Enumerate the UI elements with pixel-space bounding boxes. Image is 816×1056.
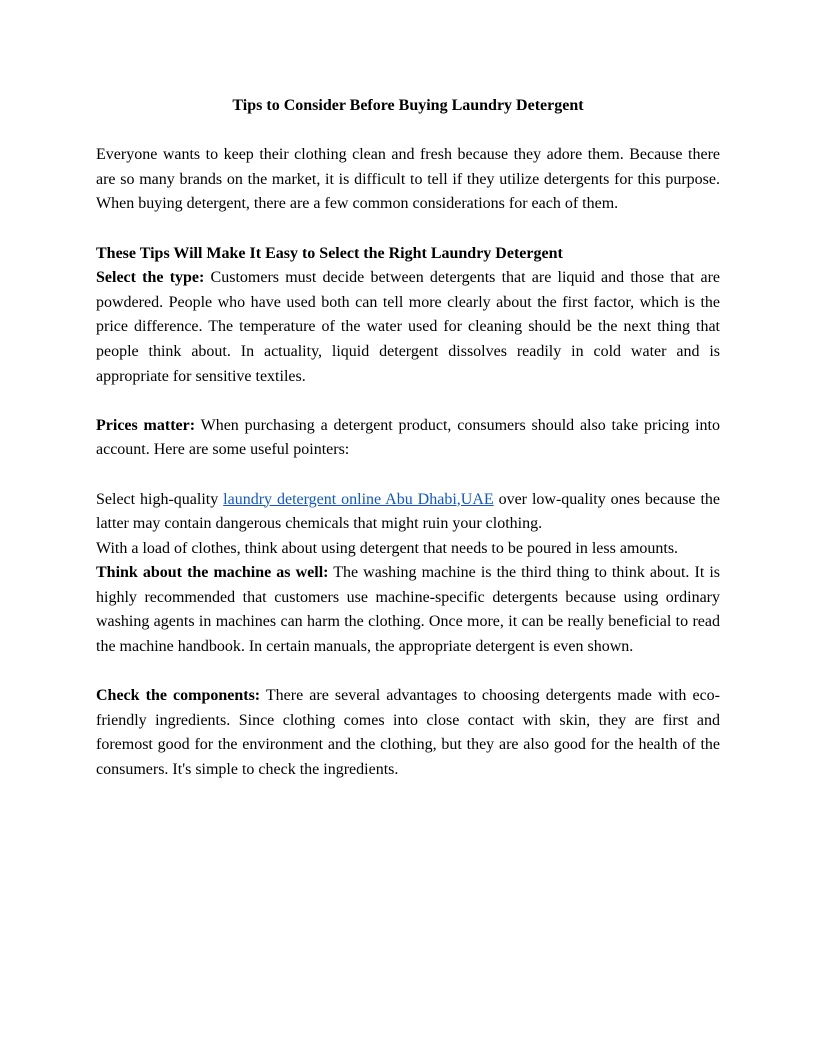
intro-paragraph: Everyone wants to keep their clothing clean and fresh because they adore them. Because there are so many brands on the market, it is difficult to tell if they utilize detergents for this purpose. When buying detergent, there are a few common considerations for each of them. bbox=[96, 146, 720, 213]
prices-label: Prices matter: bbox=[96, 416, 196, 434]
machine-paragraph bbox=[96, 561, 720, 659]
laundry-detergent-link[interactable]: laundry detergent online Abu Dhabi,UAE bbox=[223, 490, 494, 508]
select-type-label: Select the type: bbox=[96, 269, 205, 287]
select-type-paragraph bbox=[96, 266, 720, 389]
pointer-one-after: over low-quality ones because the latter may contain dangerous chemicals that might ruin your clothing. bbox=[96, 490, 721, 533]
spacer bbox=[96, 389, 720, 414]
spacer bbox=[96, 463, 720, 488]
components-text: There are several advantages to choosing detergents made with eco-friendly ingredients. Since clothing comes into close contact with skin, they are first and foremost good for the environment and the clothing, but they are also good for the health of the consumers. It's simple to check the ingredients. bbox=[96, 687, 720, 779]
page-title: Tips to Consider Before Buying Laundry Detergent bbox=[232, 97, 584, 114]
components-paragraph bbox=[96, 684, 720, 782]
pointer-one-paragraph bbox=[96, 488, 720, 537]
document-body bbox=[96, 94, 720, 783]
machine-label: Think about the machine as well: bbox=[96, 564, 329, 582]
pointer-one-before: Select high-quality bbox=[96, 490, 224, 508]
select-type-text: Customers must decide between detergents that are liquid and those that are powdered. People who have used both can tell more clearly about the first factor, which is the price difference. The temperature of the water used for cleaning should be the next thing that people think about. In actuality, liquid detergent dissolves readily in cold water and is appropriate for sensitive textiles. bbox=[96, 269, 720, 385]
components-label: Check the components: bbox=[96, 687, 261, 705]
pointer-two-paragraph: With a load of clothes, think about using detergent that needs to be poured in less amounts. bbox=[96, 539, 679, 557]
spacer bbox=[96, 119, 720, 144]
prices-paragraph bbox=[96, 414, 720, 463]
spacer bbox=[96, 660, 720, 685]
section-heading: These Tips Will Make It Easy to Select the Right Laundry Detergent bbox=[96, 244, 563, 262]
spacer bbox=[96, 217, 720, 242]
prices-text: When purchasing a detergent product, consumers should also take pricing into account. Here are some useful pointers: bbox=[96, 416, 721, 459]
machine-text: The washing machine is the third thing to think about. It is highly recommended that customers use machine-specific detergents because using ordinary washing agents in machines can harm the clothing. Once more, it can be really beneficial to read the machine handbook. In certain manuals, the appropriate detergent is even shown. bbox=[96, 564, 721, 656]
